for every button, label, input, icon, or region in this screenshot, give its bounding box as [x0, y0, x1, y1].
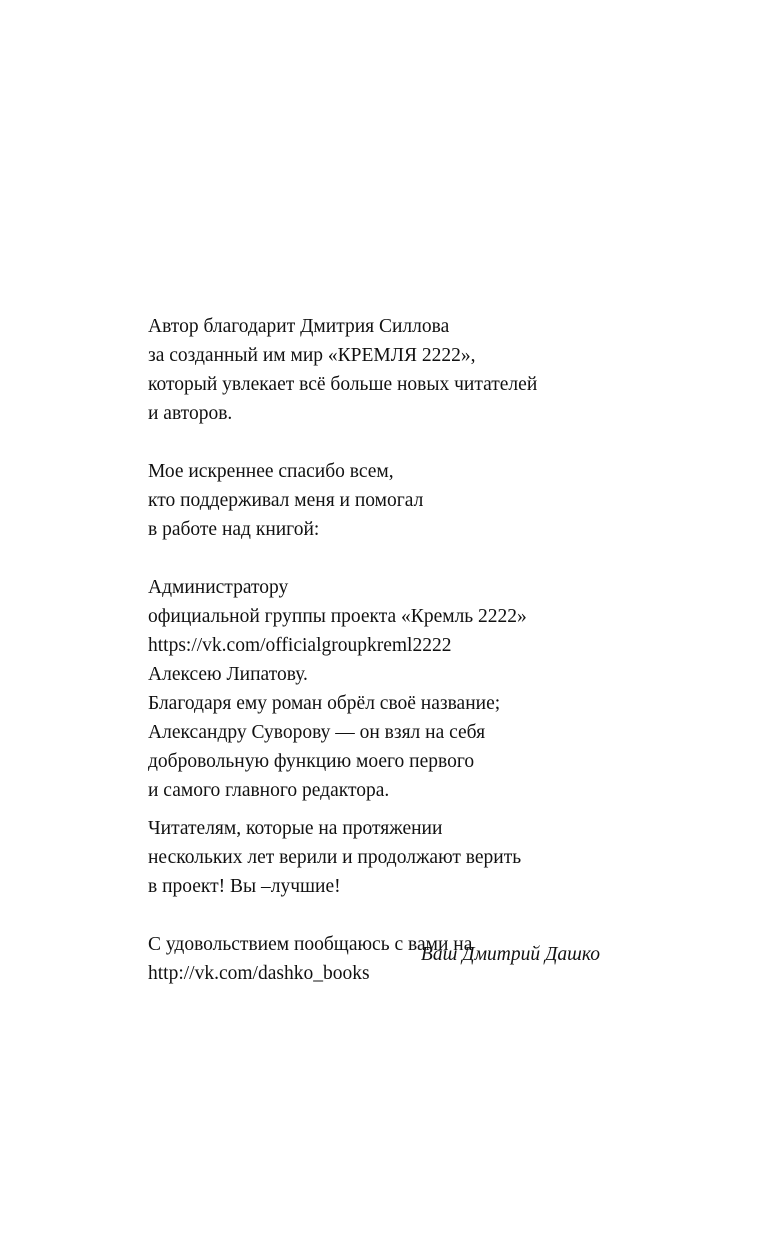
- paragraph-spacer: [148, 544, 603, 573]
- text-line: Александру Суворову — он взял на себя: [148, 722, 486, 743]
- text-line: Алексею Липатову.: [148, 664, 308, 685]
- text-line: который увлекает всё больше новых читателей: [148, 374, 538, 395]
- paragraph-spacer: [148, 901, 603, 930]
- author-signature: Ваш Дмитрий Дашко: [420, 944, 600, 965]
- paragraph-spacer: [148, 805, 603, 814]
- text-line: Читателям, которые на протяжении: [148, 818, 443, 839]
- text-line: в работе над книгой:: [148, 519, 320, 540]
- text-line: Администратору: [148, 577, 289, 598]
- author-vk-url: http://vk.com/dashko_books: [148, 963, 370, 984]
- text-line: добровольную функцию моего первого: [148, 751, 475, 772]
- text-line: официальной группы проекта «Кремль 2222»: [148, 606, 527, 627]
- text-line: и авторов.: [148, 403, 233, 424]
- acknowledgements-text: [148, 312, 603, 988]
- text-line: нескольких лет верили и продолжают верить: [148, 847, 522, 868]
- project-group-url: https://vk.com/officialgroupkreml2222: [148, 635, 452, 656]
- paragraph-spacer: [148, 428, 603, 457]
- text-line: в проект! Вы –лучшие!: [148, 876, 341, 897]
- text-line: С удовольствием пообщаюсь с вами на: [148, 934, 473, 955]
- thanks-paragraph: [148, 457, 603, 544]
- text-line: Благодаря ему роман обрёл своё название;: [148, 693, 501, 714]
- helpers-paragraph: [148, 573, 603, 805]
- text-line: Мое искреннее спасибо всем,: [148, 461, 394, 482]
- text-line: кто поддерживал меня и помогал: [148, 490, 424, 511]
- text-line: и самого главного редактора.: [148, 780, 390, 801]
- intro-paragraph: [148, 312, 603, 428]
- readers-paragraph: [148, 814, 603, 901]
- text-line: за созданный им мир «КРЕМЛЯ 2222»,: [148, 345, 476, 366]
- text-line: Автор благодарит Дмитрия Силлова: [148, 316, 450, 337]
